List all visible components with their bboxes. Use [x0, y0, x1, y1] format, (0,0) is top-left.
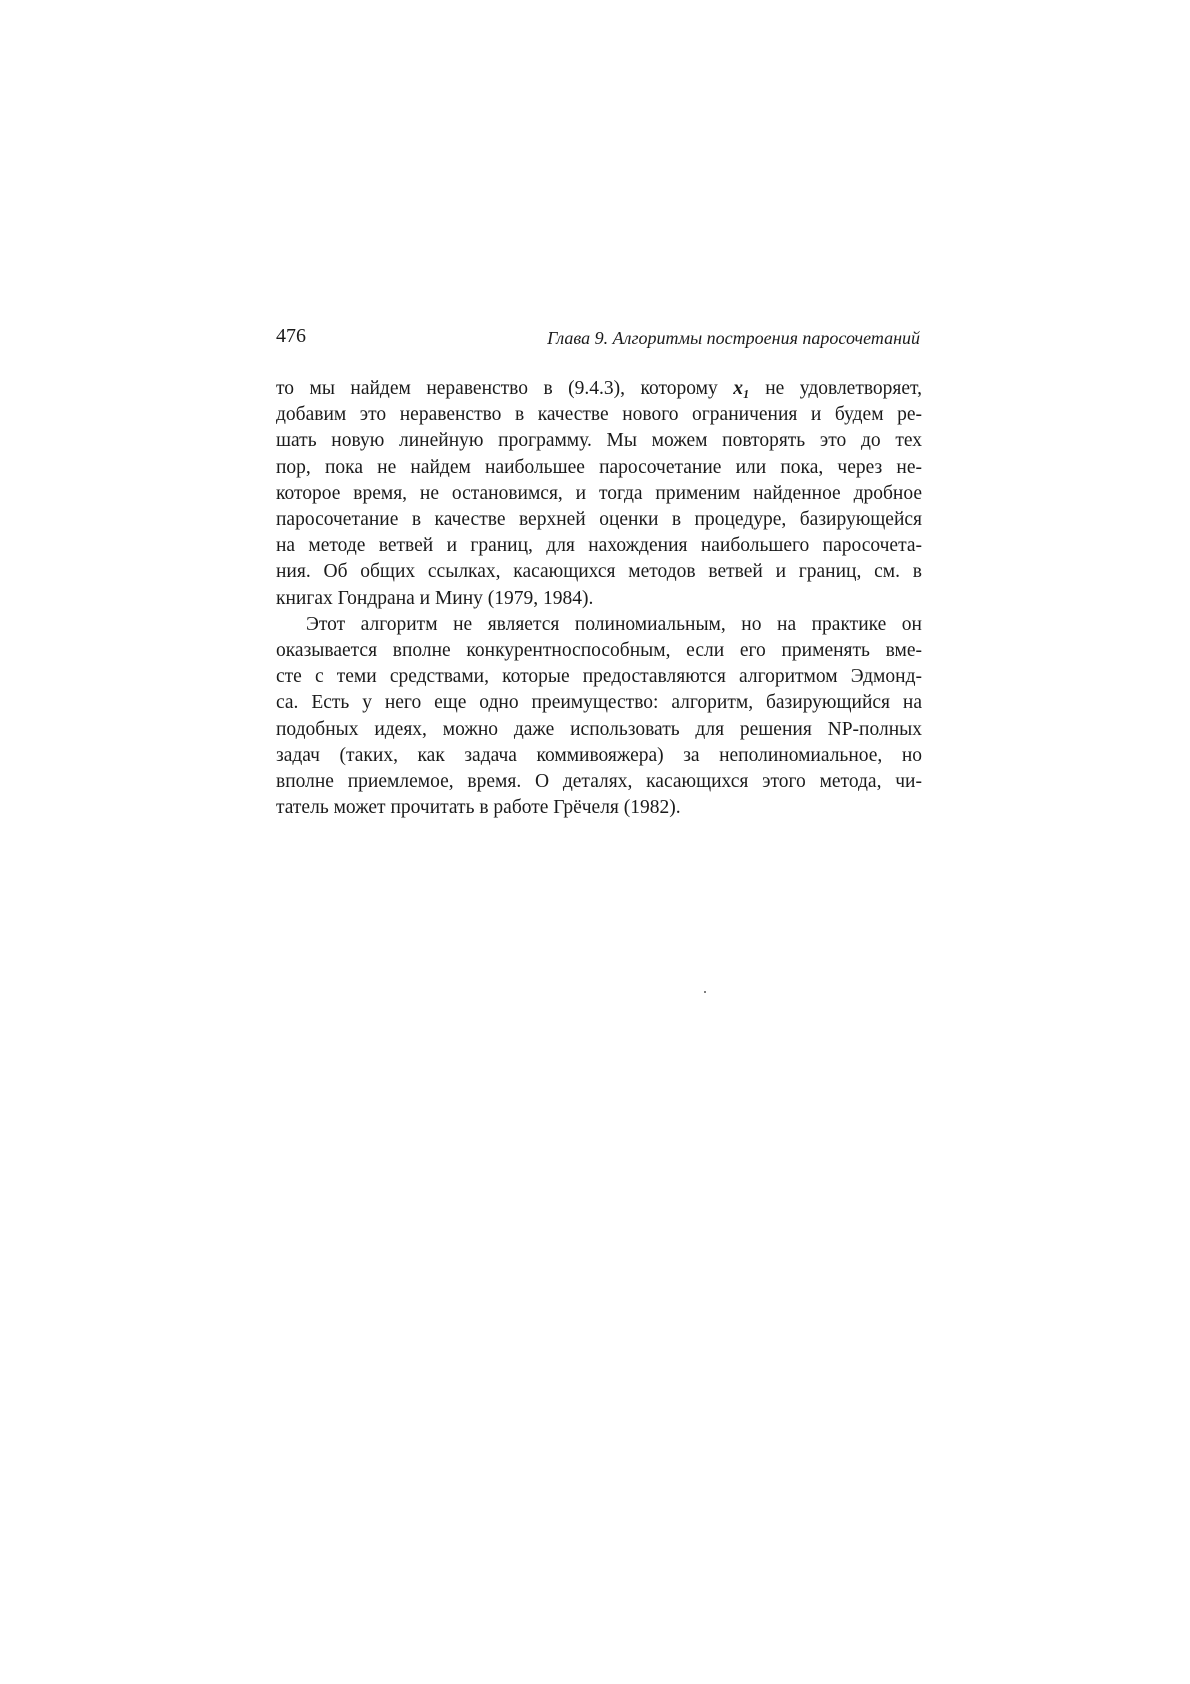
text-line: са. Есть у него еще одно преимущество: алгоритм, базирующийся на: [276, 692, 922, 714]
text-line: которое время, не остановимся, и тогда применим найденное дробное: [276, 482, 922, 504]
text-line-before: то мы найдем неравенство в (9.4.3), которому: [276, 378, 734, 399]
scan-speck: [704, 991, 706, 993]
text-line: шать новую линейную программу. Мы можем повторять это до тех: [276, 430, 922, 452]
text-line: пор, пока не найдем наибольшее паросочетание или пока, через не-: [276, 456, 922, 478]
page-number: 476: [276, 325, 306, 347]
text-line: добавим это неравенство в качестве нового ограничения и будем ре-: [276, 404, 922, 426]
body-text: [276, 376, 922, 821]
math-variable: x₁: [733, 378, 750, 399]
text-line-after: не удовлетворяет,: [749, 378, 922, 399]
text-line: книгах Гондрана и Мину (1979, 1984).: [276, 587, 594, 609]
text-line: паросочетание в качестве верхней оценки в процедуре, базирующейся: [276, 509, 922, 531]
text-line: сте с теми средствами, которые предоставляются алгоритмом Эдмонд-: [276, 666, 922, 688]
text-line: ния. Об общих ссылках, касающихся методов ветвей и границ, см. в: [276, 561, 922, 583]
text-line: Этот алгоритм не является полиномиальным, но на практике он: [306, 613, 922, 635]
text-line: задач (таких, как задача коммивояжера) за неполиномиальное, но: [276, 744, 922, 766]
text-line: оказывается вполне конкурентноспособным, если его применять вме-: [276, 640, 922, 662]
text-line: подобных идеях, можно даже использовать для решения NP-полных: [276, 718, 922, 740]
paragraph-1: [276, 376, 922, 612]
text-line: татель может прочитать в работе Грёчеля (1982).: [276, 797, 681, 819]
text-line: вполне приемлемое, время. О деталях, касающихся этого метода, чи-: [276, 771, 922, 793]
running-head: Глава 9. Алгоритмы построения паросочетаний: [547, 328, 920, 348]
text-line: на методе ветвей и границ, для нахождения наибольшего паросочета-: [276, 535, 922, 557]
text-line: [276, 376, 922, 402]
paragraph-2: [276, 612, 922, 822]
